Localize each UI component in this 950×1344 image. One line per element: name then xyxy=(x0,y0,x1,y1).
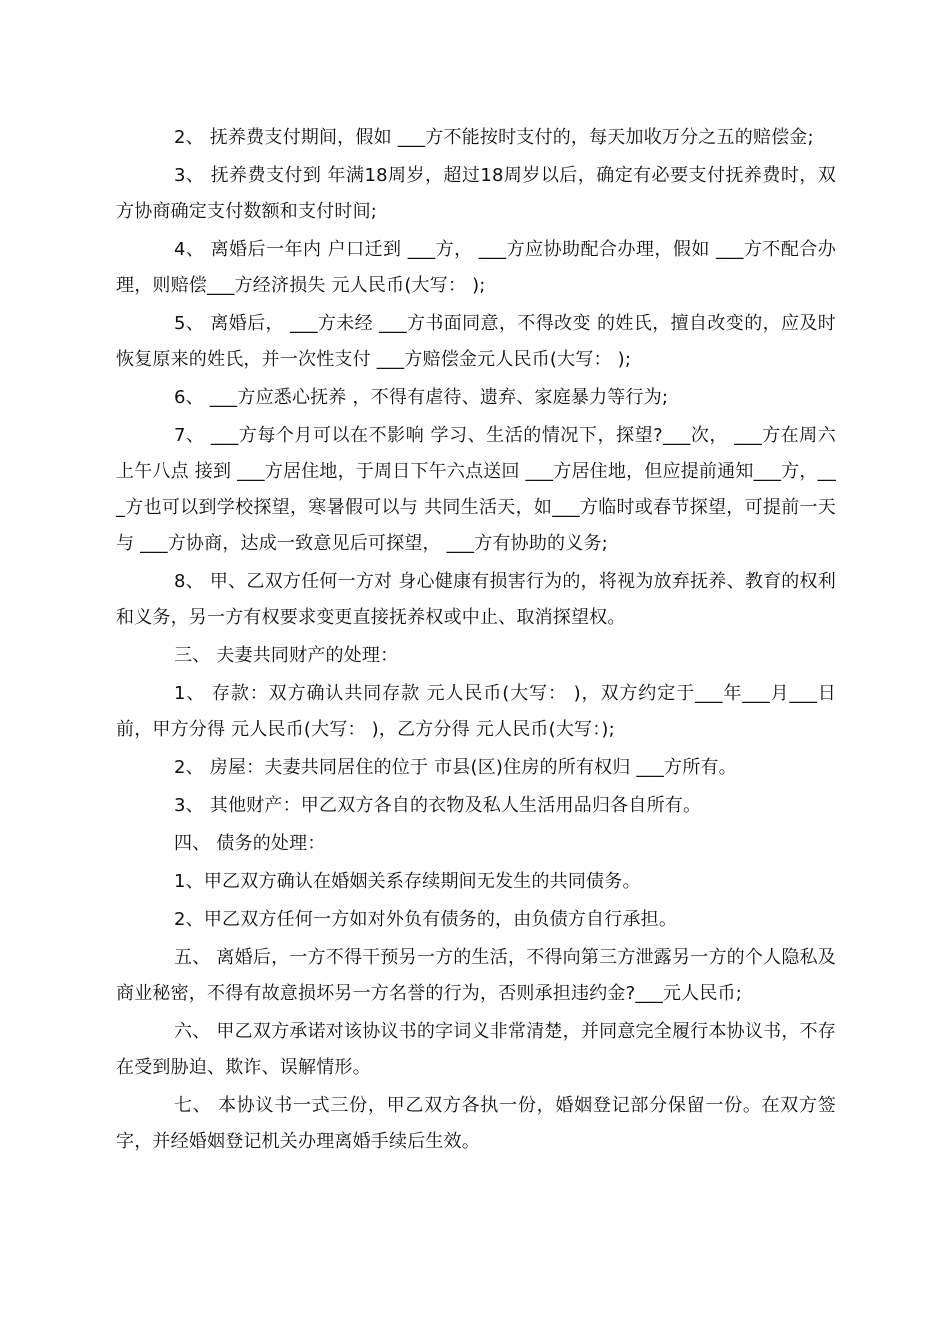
clause-5-surname: 5、 离婚后， ___方未经 ___方书面同意，不得改变 的姓氏，擅自改变的，应及时恢复原来的姓氏，并一次性支付 ___方赔偿金元人民币(大写： ); xyxy=(116,313,836,370)
document-body xyxy=(116,120,836,1160)
section-7-copies: 七、 本协议书一式三份，甲乙双方各执一份，婚姻登记部分保留一份。在双方签字，并经婚姻登记机关办理离婚手续后生效。 xyxy=(116,1095,836,1152)
property-deposits: 1、 存款：双方确认共同存款 元人民币(大写： )，双方约定于___年___月___日前，甲方分得 元人民币(大写： )，乙方分得 元人民币(大写：); xyxy=(116,683,836,740)
clause-3-support-until-18: 3、 抚养费支付到 年满18周岁，超过18周岁以后，确定有必要支付抚养费时，双方协商确定支付数额和支付时间; xyxy=(116,165,836,222)
clause-6-care: 6、 ___方应悉心抚养 ，不得有虐待、遗弃、家庭暴力等行为; xyxy=(174,387,669,408)
clause-2-support-late-payment: 2、 抚养费支付期间，假如 ___方不能按时支付的，每天加收万分之五的赔偿金; xyxy=(174,127,814,148)
clause-4-household-registration: 4、 离婚后一年内 户口迁到 ___方， ___方应协助配合办理，假如 ___方不配合办理，则赔偿___方经济损失 元人民币(大写： ); xyxy=(116,239,836,296)
section-4-heading: 四、 债务的处理： xyxy=(174,833,326,854)
property-housing: 2、 房屋：夫妻共同居住的位于 市县(区)住房的所有权归 ___方所有。 xyxy=(174,757,737,778)
debts-individual: 2、甲乙双方任何一方如对外负有债务的，由负债方自行承担。 xyxy=(174,909,678,930)
property-other: 3、 其他财产：甲乙双方各自的衣物及私人生活用品归各自所有。 xyxy=(174,795,702,816)
debts-joint: 1、甲乙双方确认在婚姻关系存续期间无发生的共同债务。 xyxy=(174,871,641,892)
section-6-understanding: 六、 甲乙双方承诺对该协议书的字词义非常清楚，并同意完全履行本协议书，不存在受到胁迫、欺诈、误解情形。 xyxy=(116,1021,836,1078)
clause-7-visitation: 7、 ___方每个月可以在不影响 学习、生活的情况下，探望?___次， ___方在周六上午八点 接到 ___方居住地，于周日下午六点送回 ___方居住地，但应提前通知___方，___方也可以到学校探望，寒暑假可以与 共同生活天，如___方临时或春节探望，可提前一天与 ___方协商，达成一致意见后可探望， ___方有协助的义务; xyxy=(116,425,836,554)
clause-8-harm: 8、 甲、乙双方任何一方对 身心健康有损害行为的，将视为放弃抚养、教育的权利和义务，另一方有权要求变更直接抚养权或中止、取消探望权。 xyxy=(116,571,836,628)
section-3-heading: 三、 夫妻共同财产的处理： xyxy=(174,645,399,666)
section-5-privacy: 五、 离婚后，一方不得干预另一方的生活，不得向第三方泄露另一方的个人隐私及商业秘密，不得有故意损坏另一方名誉的行为，否则承担违约金?___元人民币; xyxy=(116,947,836,1004)
